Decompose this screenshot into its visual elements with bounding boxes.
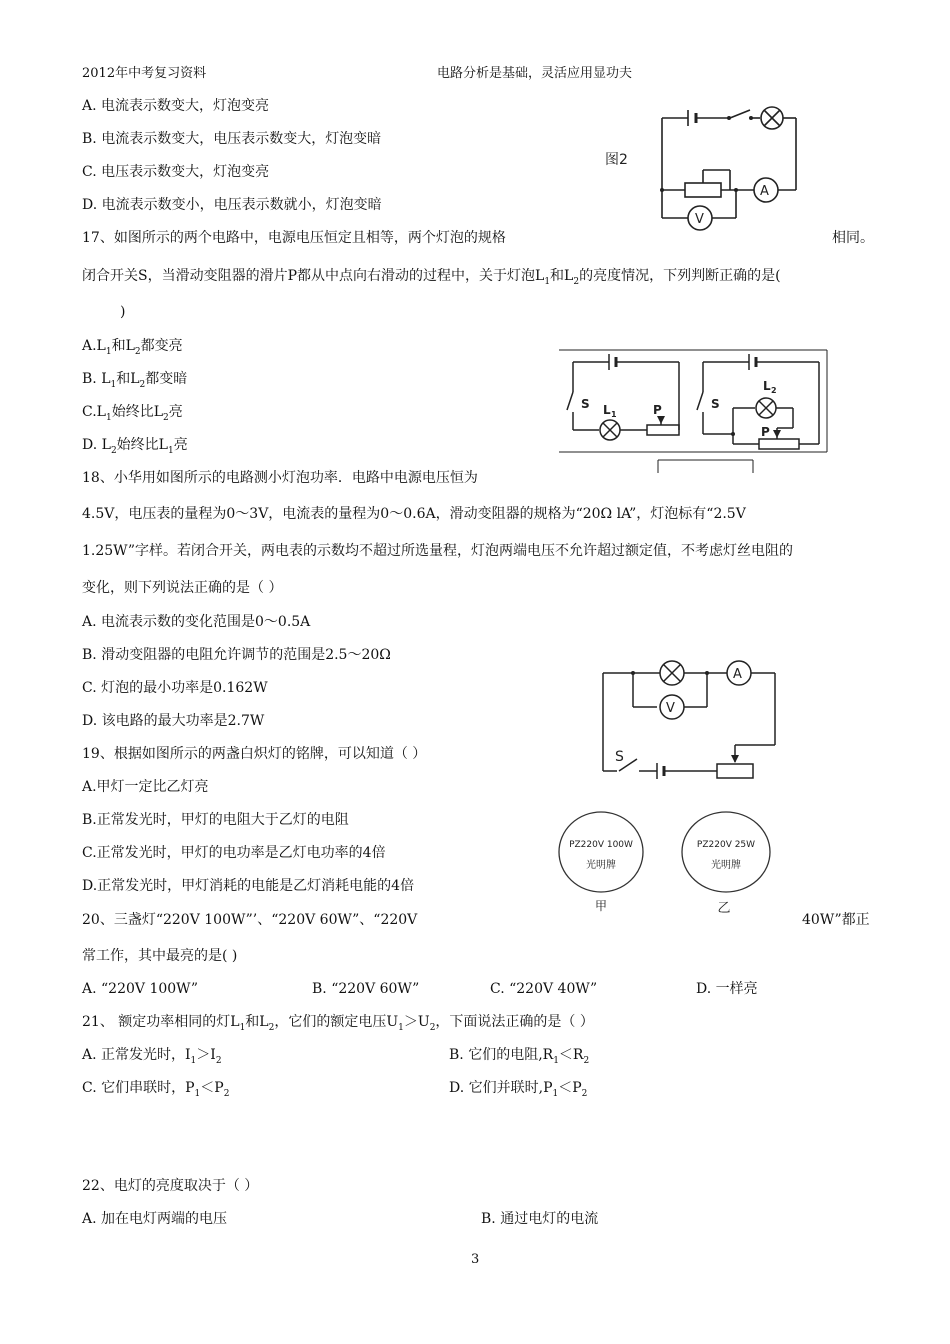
q18-option-d: D. 该电路的最大功率是2.7W [82,713,265,729]
q16-option-b: B. 电流表示数变大，电压表示数变大，灯泡变暗 [82,131,382,147]
figure-2-circuit [600,100,805,235]
q19-stem: 19、根据如图所示的两盏白炽灯的铭牌，可以知道（ ） [82,746,427,762]
q17-right-slider-label: P [761,425,770,439]
q19-option-d: D.正常发光时，甲灯消耗的电能是乙灯消耗电能的4倍 [82,878,415,894]
q17-option-a: $A.L_1$和$L_2$都变亮 [82,338,183,357]
lamp-jia-brand: 光明牌 [586,860,616,871]
q20-stem-line1-end: 40W”都正 [802,912,870,928]
q16-option-d: D. 电流表示数变小，电压表示数就小，灯泡变暗 [82,197,382,213]
q17-left-lamp-label: L [603,403,611,417]
q18-stem-line4: 变化，则下列说法正确的是（ ） [82,580,283,596]
q17-option-b: B. $L_1$和$L_2$都变暗 [82,371,188,390]
q17-stem-line1: 17、如图所示的两个电路中，电源电压恒定且相等，两个灯泡的规格 [82,230,506,246]
q18-voltmeter-label: V [666,701,675,716]
q17-left-switch-label: S [581,397,590,411]
q18-option-c: C. 灯泡的最小功率是0.162W [82,680,268,696]
q21-stem: 21、 额定功率相同的灯$L_1$和$L_2$，它们的额定电压$U_1>U_2$，下面说法正确的是（ ） [82,1014,594,1033]
q17-right-lamp-label: L [763,379,771,393]
q18-stem-line3: 1.25W”字样。若闭合开关，两电表的示数均不超过所选量程，灯泡两端电压不允许超过额定值，不考虑灯丝电阻的 [82,543,793,559]
q16-option-a: A. 电流表示数变大，灯泡变亮 [82,98,270,114]
q18-option-b: B. 滑动变阻器的电阻允许调节的范围是2.5～20Ω [82,647,391,663]
q21-option-b: B. 它们的电阻$,R_1<R_2$ [449,1047,590,1066]
page-number: 3 [471,1252,480,1267]
q21-option-d: D. 它们并联时$,P_1<P_2$ [449,1080,588,1099]
svg-text:2: 2 [771,386,777,395]
q21-option-a: A. 正常发光时，$I_1>I_2$ [82,1047,222,1066]
header-left: 2012年中考复习资料 [82,66,207,81]
q21-option-c: C. 它们串联时，$P_1<P_2$ [82,1080,230,1099]
voltmeter-label: V [695,212,704,227]
q17-option-c: $C.L_1$始终比$L_2$亮 [82,404,183,423]
lamp-yi-spec: PZ220V 25W [696,840,756,850]
q17-stem-line1-end: 相同。 [832,230,874,246]
q18-ammeter-label: A [733,667,742,682]
q22-option-b: B. 通过电灯的电流 [481,1211,599,1227]
q22-option-a: A. 加在电灯两端的电压 [82,1211,228,1227]
q19-nameplates-figure [556,802,786,922]
ammeter-label: A [760,184,769,199]
header-center: 电路分析是基础，灵活应用显功夫 [437,66,633,81]
q18-stem-line1: 18、小华用如图所示的电路测小灯泡功率．电路中电源电压恒为 [82,470,478,486]
lamp-jia-spec: PZ220V 100W [569,840,633,850]
q19-option-a: A.甲灯一定比乙灯亮 [82,779,209,795]
q17-right-switch-label: S [711,397,720,411]
q20-option-d: D. 一样亮 [696,981,758,997]
q19-option-b: B.正常发光时，甲灯的电阻大于乙灯的电阻 [82,812,349,828]
q18-option-a: A. 电流表示数的变化范围是0～0.5A [82,614,311,630]
q17-stem-line2: 闭合开关S，当滑动变阻器的滑片P都从中点向右滑动的过程中，关于灯泡$L_1$和$L_2$的亮度情况，下列判断正确的是( [82,268,781,287]
q17-option-d: D. $L_2$始终比$L_1$亮 [82,437,188,456]
q20-option-c: C. “220V 40W” [490,981,598,997]
q22-stem: 22、电灯的亮度取决于（ ） [82,1178,259,1194]
q19-option-c: C.正常发光时，甲灯的电功率是乙灯电功率的4倍 [82,845,386,861]
q20-stem-line1: 20、三盏灯“220V 100W”’、“220V 60W”、“220V [82,912,418,928]
q16-option-c: C. 电压表示数变大，灯泡变亮 [82,164,270,180]
q20-stem-line2: 常工作，其中最亮的是( ) [82,948,238,964]
svg-text:1: 1 [611,410,617,419]
lamp-yi-brand: 光明牌 [711,860,741,871]
figure-2-label: 图2 [605,152,628,168]
q20-option-b: B. “220V 60W” [312,981,420,997]
q18-stem-line2: 4.5V，电压表的量程为0～3V，电流表的量程为0～0.6A，滑动变阻器的规格为“20Ω lA”，灯泡标有“2.5V [82,506,746,522]
q17-circuits-figure [557,348,832,473]
lamp-jia-name: 甲 [594,899,608,913]
q17-stem-line3: ) [120,304,126,320]
q18-circuit-figure [595,655,785,785]
q17-left-slider-label: P [653,403,662,417]
lamp-yi-name: 乙 [717,901,731,916]
q18-switch-label: S [615,749,624,765]
q20-option-a: A. “220V 100W” [82,981,198,997]
